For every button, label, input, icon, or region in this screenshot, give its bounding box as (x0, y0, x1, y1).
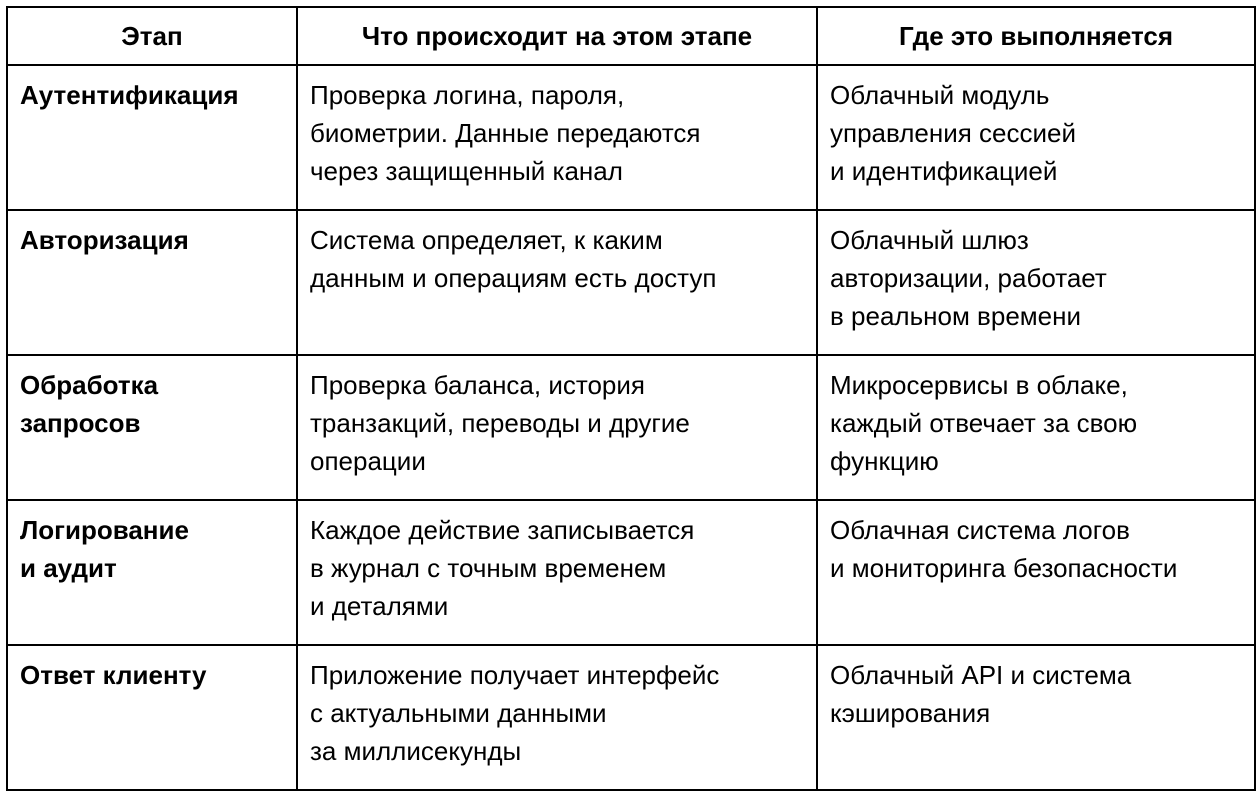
stage-cell: Аутентификация (7, 65, 297, 210)
where-cell: Облачный шлюз авторизации, работает в реальном времени (817, 210, 1255, 355)
table-body (7, 65, 1255, 790)
what-cell: Приложение получает интерфейс с актуальными данными за миллисекунды (297, 645, 817, 790)
stage-cell: Ответ клиенту (7, 645, 297, 790)
header-where: Где это выполняется (817, 7, 1255, 65)
table-row (7, 210, 1255, 355)
what-cell: Каждое действие записывается в журнал с точным временем и деталями (297, 500, 817, 645)
what-cell: Проверка логина, пароля, биометрии. Данные передаются через защищенный канал (297, 65, 817, 210)
stage-cell: Логирование и аудит (7, 500, 297, 645)
stage-cell: Обработка запросов (7, 355, 297, 500)
where-cell: Облачный модуль управления сессией и идентификацией (817, 65, 1255, 210)
table-header (7, 7, 1255, 65)
what-cell: Система определяет, к каким данным и операциям есть доступ (297, 210, 817, 355)
table-row (7, 65, 1255, 210)
table-row (7, 500, 1255, 645)
header-row (7, 7, 1255, 65)
header-what: Что происходит на этом этапе (297, 7, 817, 65)
where-cell: Облачный API и система кэширования (817, 645, 1255, 790)
stages-table (6, 6, 1256, 791)
table-row (7, 645, 1255, 790)
header-stage: Этап (7, 7, 297, 65)
what-cell: Проверка баланса, история транзакций, переводы и другие операции (297, 355, 817, 500)
where-cell: Облачная система логов и мониторинга безопасности (817, 500, 1255, 645)
table-row (7, 355, 1255, 500)
stage-cell: Авторизация (7, 210, 297, 355)
where-cell: Микросервисы в облаке, каждый отвечает за свою функцию (817, 355, 1255, 500)
